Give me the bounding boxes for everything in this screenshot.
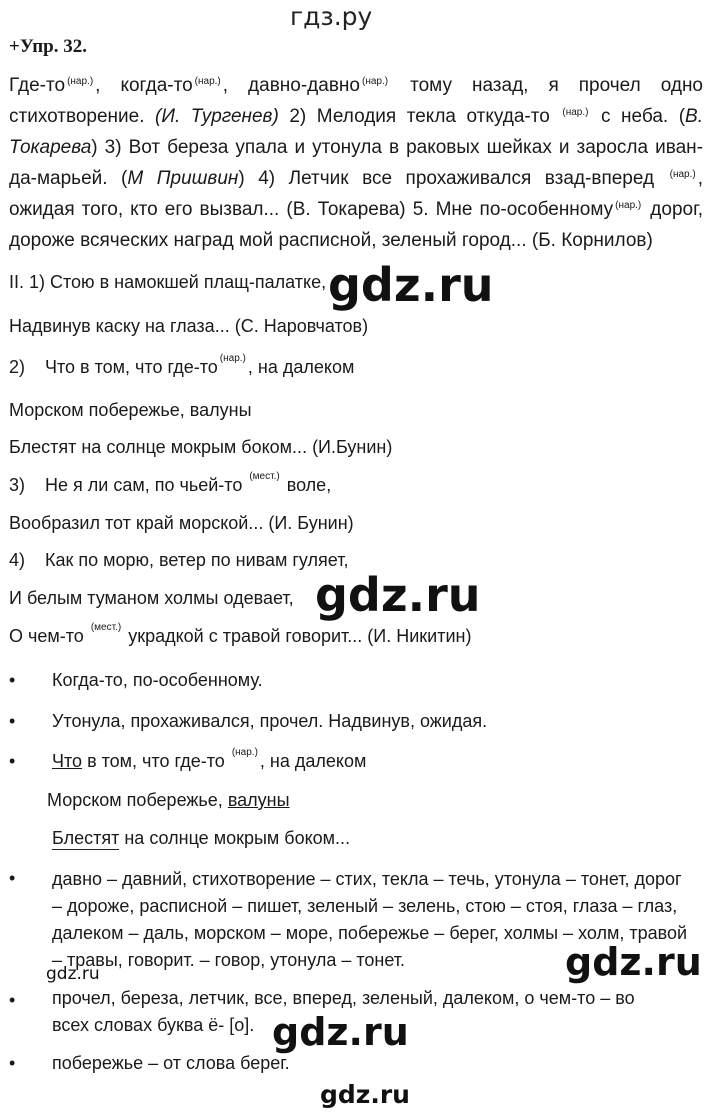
exercise-part1 <box>9 70 703 256</box>
bullet-mark: • <box>9 868 16 888</box>
watermark: gdz.ru <box>315 568 481 622</box>
text: Где-то <box>9 75 66 96</box>
bullet-mark: • <box>9 711 16 731</box>
bullet-text: побережье – от слова берег. <box>52 1053 290 1073</box>
text: Что в том, что где-то <box>45 357 218 377</box>
pronoun-tag: (мест.) <box>90 622 122 633</box>
bullet-text <box>52 828 350 849</box>
text: , на далеком <box>247 357 355 377</box>
bullet-text: давно – давний, стихотворение – стих, текла – течь, утонула – тонет, дорог – дороже, расписной – пишет, зеленый – зелень, стою – стоя, глаза – глаз, далеком – даль, морском – море, побережье – берег, холмы – холм, травой – травы, говорит. – говор, утонула – тонет. <box>52 869 688 970</box>
author: М Пришвин <box>127 168 239 189</box>
text: дорог, дороже всяческих наград мой расписной, зеленый город... (Б. Корнилов) <box>9 199 703 251</box>
text: с неба. ( <box>590 106 686 127</box>
poem-line: II. 1) Стою в намокшей плащ-палатке, <box>9 272 327 292</box>
watermark: gdz.ru <box>46 964 100 984</box>
pronoun-tag: (мест.) <box>249 471 280 482</box>
site-header: гдз.ру <box>290 2 373 31</box>
poem-line <box>9 353 355 378</box>
text: О чем-то <box>9 626 89 646</box>
adverb-tag: (нар.) <box>669 169 696 180</box>
underlined-word: Что <box>52 751 83 771</box>
bullet-mark: • <box>9 751 16 771</box>
adverb-tag: (нар.) <box>562 107 589 118</box>
poem-line: Вообразил тот край морской... (И. Бунин) <box>9 513 354 533</box>
adverb-tag: (нар.) <box>194 76 221 87</box>
adverb-tag: (нар.) <box>362 76 389 87</box>
item-number: 4) <box>9 550 26 570</box>
bullet-mark: • <box>9 670 16 690</box>
poem-line: Блестят на солнце мокрым боком... (И.Бунин) <box>9 437 393 457</box>
bullet-text: Утонула, прохаживался, прочел. Надвинув, ожидая. <box>52 711 488 731</box>
poem-line <box>9 550 348 571</box>
watermark: gdz.ru <box>328 258 494 312</box>
poem-line: И белым туманом холмы одевает, <box>9 588 294 608</box>
adverb-tag: (нар.) <box>219 353 246 364</box>
text: на солнце мокрым боком... <box>119 828 351 848</box>
exercise-title: +Упр. 32. <box>9 36 87 57</box>
poem-line <box>9 471 332 496</box>
underlined-word: валуны <box>227 790 290 810</box>
text: в том, что где-то <box>82 751 230 771</box>
underlined-word: Блестят <box>52 828 120 848</box>
item-number: 3) <box>9 475 26 495</box>
item-number: 2) <box>9 357 26 377</box>
text: ) 3) Вот береза упала и утонула в раковых шейках и заросла иван-да-марьей. ( <box>9 137 703 189</box>
poem-line: Надвинув каску на глаза... (С. Наровчатов) <box>9 316 369 336</box>
text: ) 4) Летчик все прохаживался взад-вперед <box>238 168 668 189</box>
poem-line: Морском побережье, валуны <box>9 400 252 420</box>
text: , давно-давно <box>222 75 360 96</box>
adverb-tag: (нар.) <box>615 200 642 211</box>
author: (И. Тургенев) <box>155 106 279 127</box>
bullet-text <box>52 747 367 772</box>
text: , ожидая того, кто его вызвал... (В. Токарева) 5. Мне по-особенному <box>9 168 704 220</box>
bullet-text: Когда-то, по-особенному. <box>52 670 263 690</box>
watermark: gdz.ru <box>272 1010 409 1054</box>
bullet-mark: • <box>9 990 16 1010</box>
watermark: gdz.ru <box>565 940 702 984</box>
author: В. Токарева <box>9 106 703 158</box>
text: воле, <box>281 475 332 495</box>
bullet-text: прочел, береза, летчик, все, вперед, зеленый, далеком, о чем-то – во всех словах буква ё- [о]. <box>52 988 635 1035</box>
bullet-text <box>47 790 290 811</box>
poem-line <box>9 622 472 647</box>
text: , когда-то <box>95 75 193 96</box>
text: тому назад, я прочел одно стихотворение. <box>9 75 704 127</box>
adverb-tag: (нар.) <box>231 747 258 758</box>
text: украдкой с травой говорит... (И. Никитин) <box>123 626 472 646</box>
watermark: gdz.ru <box>320 1080 410 1109</box>
bullet-mark: • <box>9 1053 16 1073</box>
text: Не я ли сам, по чьей-то <box>45 475 248 495</box>
text: Морском побережье, <box>47 790 228 810</box>
text: Как по морю, ветер по нивам гуляет, <box>45 550 349 570</box>
adverb-tag: (нар.) <box>67 76 94 87</box>
text: , на далеком <box>259 751 367 771</box>
text: 2) Мелодия текла откуда-то <box>278 106 561 127</box>
